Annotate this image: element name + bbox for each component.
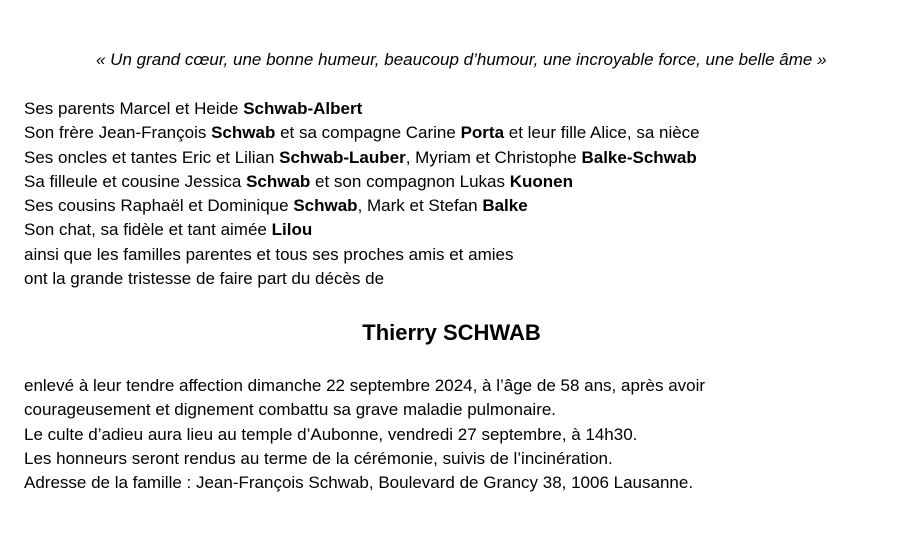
- family-surname: Schwab-Lauber: [279, 147, 406, 167]
- family-text: Sa filleule et cousine Jessica: [24, 171, 247, 191]
- family-text: , Myriam et Christophe: [405, 147, 582, 167]
- family-text: ont la grande tristesse de faire part du décès de: [24, 269, 385, 289]
- family-line: [24, 97, 700, 121]
- family-text: Ses oncles et tantes Eric et Lilian: [24, 147, 280, 167]
- family-surname: Schwab: [293, 196, 358, 216]
- family-surname: Lilou: [271, 220, 313, 240]
- family-text: Son chat, sa fidèle et tant aimée: [24, 220, 272, 240]
- details-line: courageusement et dignement combattu sa grave maladie pulmonaire.: [24, 400, 557, 420]
- family-text: ainsi que les familles parentes et tous ses proches amis et amies: [24, 244, 514, 264]
- details-line: enlevé à leur tendre affection dimanche 22 septembre 2024, à l’âge de 58 ans, après avoir: [24, 376, 706, 395]
- family-text: , Mark et Stefan: [357, 196, 483, 216]
- details-line: Le culte d’adieu aura lieu au temple d’Aubonne, vendredi 27 septembre, à 14h30.: [24, 424, 638, 444]
- family-line: [24, 146, 700, 170]
- family-surname: Balke-Schwab: [581, 147, 697, 167]
- family-text: Ses cousins Raphaël et Dominique: [24, 196, 294, 216]
- family-line: [24, 194, 700, 218]
- family-surname: Schwab: [211, 123, 276, 143]
- details-line: Les honneurs seront rendus au terme de la cérémonie, suivis de l’incinération.: [24, 448, 613, 468]
- family-surname: Balke: [482, 196, 528, 216]
- family-line: [24, 121, 700, 145]
- family-line: [24, 218, 700, 242]
- family-line: [24, 170, 700, 194]
- family-text: et leur fille Alice, sa nièce: [504, 123, 700, 143]
- family-text: et son compagnon Lukas: [310, 171, 510, 191]
- family-surname: Schwab-Albert: [243, 99, 363, 118]
- family-surname: Kuonen: [509, 171, 574, 191]
- family-list: [24, 97, 700, 291]
- family-text: et sa compagne Carine: [275, 123, 461, 143]
- family-text: Ses parents Marcel et Heide: [24, 99, 244, 118]
- details-line: Adresse de la famille : Jean-François Schwab, Boulevard de Grancy 38, 1006 Lausanne.: [24, 473, 694, 493]
- family-line: [24, 243, 700, 267]
- family-surname: Schwab: [246, 171, 311, 191]
- details-block: [24, 374, 705, 495]
- family-text: Son frère Jean-François: [24, 123, 212, 143]
- family-surname: Porta: [460, 123, 505, 143]
- quote-text: « Un grand cœur, une bonne humeur, beaucoup d’humour, une incroyable force, une belle âme »: [96, 50, 827, 69]
- family-line: [24, 267, 700, 291]
- deceased-name: Thierry SCHWAB: [362, 320, 541, 345]
